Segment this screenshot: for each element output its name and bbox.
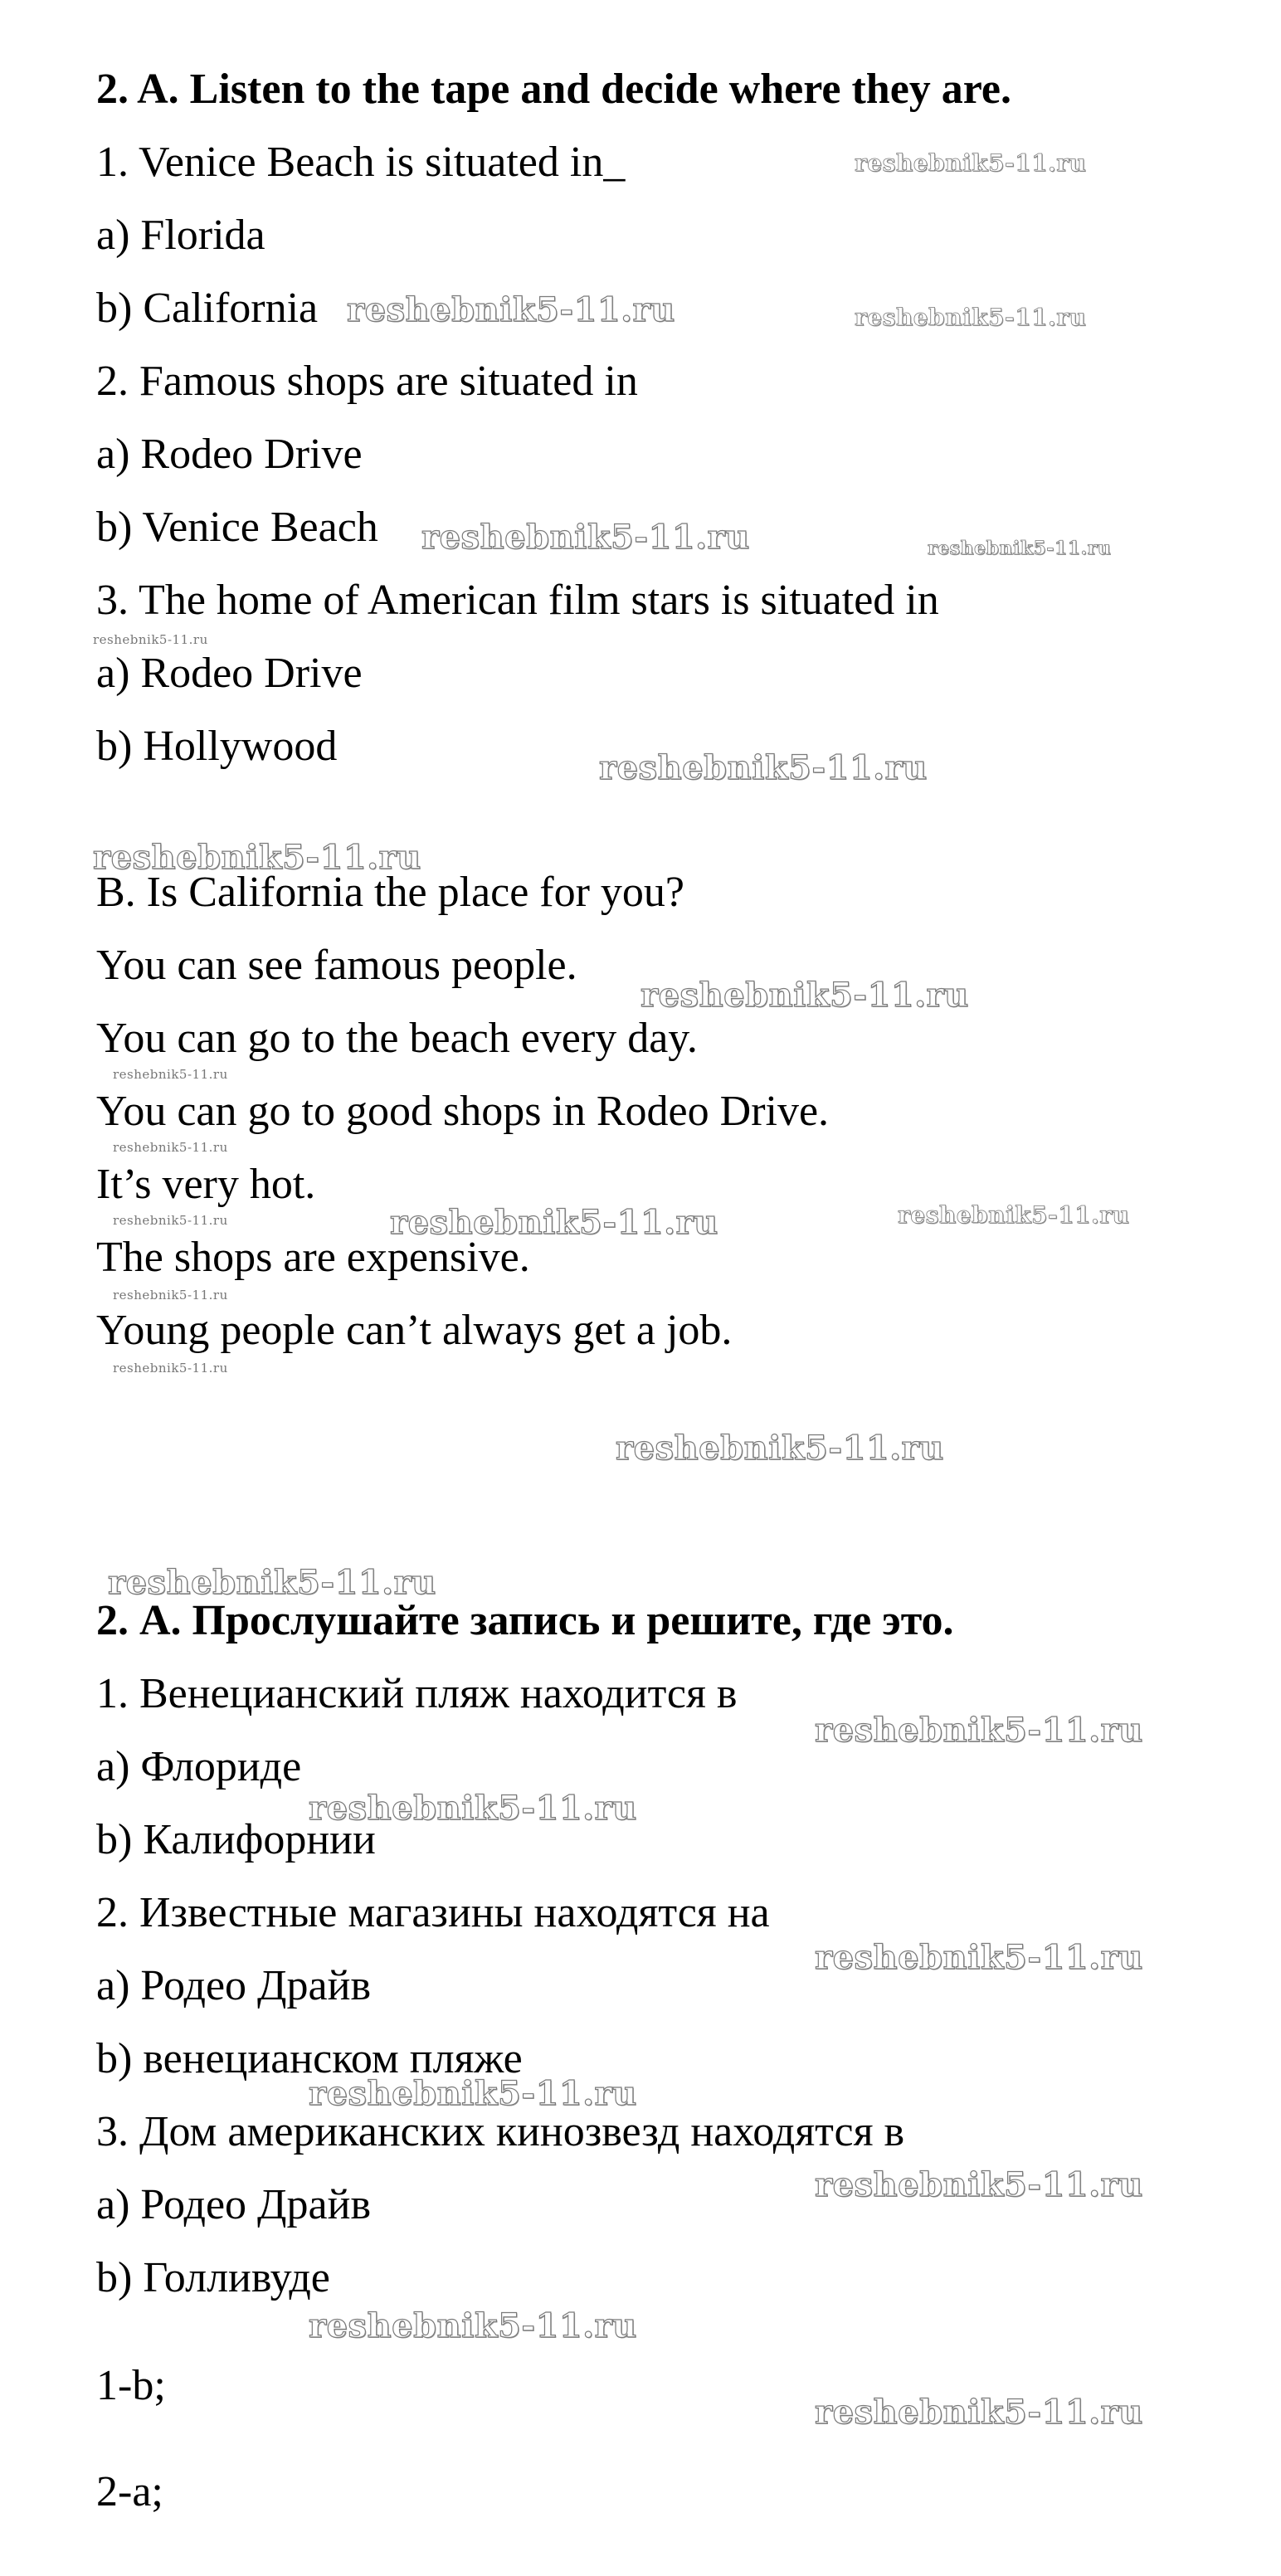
- english-heading: 2. A. Listen to the tape and decide where they are.: [96, 66, 1011, 113]
- question-2-option-a: a) Rodeo Drive: [96, 431, 363, 478]
- ru-question-1-option-a: а) Флориде: [96, 1743, 302, 1790]
- watermark: reshebnik5-11.ru: [309, 2306, 637, 2345]
- watermark: reshebnik5-11.ru: [616, 1429, 944, 1468]
- statement: The shops are expensive.: [96, 1234, 530, 1281]
- question-2: 2. Famous shops are situated in: [96, 358, 638, 405]
- statement: You can go to good shops in Rodeo Drive.: [96, 1088, 830, 1135]
- ru-question-3-option-b: b) Голливуде: [96, 2254, 330, 2301]
- watermark: reshebnik5-11.ru: [93, 632, 208, 647]
- watermark: reshebnik5-11.ru: [309, 2074, 637, 2113]
- question-1-option-a: a) Florida: [96, 212, 265, 259]
- watermark: reshebnik5-11.ru: [898, 1201, 1130, 1229]
- question-3: 3. The home of American film stars is situated in: [96, 577, 939, 624]
- watermark: reshebnik5-11.ru: [93, 838, 421, 877]
- ru-question-2-option-a: а) Родео Драйв: [96, 1962, 371, 2009]
- watermark: reshebnik5-11.ru: [815, 1711, 1143, 1750]
- watermark: reshebnik5-11.ru: [855, 304, 1087, 331]
- ru-question-2-option-b: b) венецианском пляже: [96, 2035, 523, 2082]
- statement: You can go to the beach every day.: [96, 1015, 698, 1062]
- statement: You can see famous people.: [96, 942, 577, 989]
- ru-question-3-option-a: а) Родео Драйв: [96, 2181, 371, 2228]
- statement: It’s very hot.: [96, 1161, 316, 1208]
- watermark: reshebnik5-11.ru: [309, 1789, 637, 1828]
- watermark: reshebnik5-11.ru: [113, 1067, 228, 1082]
- question-3-option-b: b) Hollywood: [96, 723, 338, 770]
- question-1: 1. Venice Beach is situated in_: [96, 139, 626, 186]
- watermark: reshebnik5-11.ru: [113, 1213, 228, 1228]
- part-b-heading: B. Is California the place for you?: [96, 869, 684, 916]
- watermark: reshebnik5-11.ru: [599, 748, 928, 787]
- watermark: reshebnik5-11.ru: [347, 290, 675, 329]
- watermark: reshebnik5-11.ru: [390, 1203, 718, 1242]
- question-3-option-a: a) Rodeo Drive: [96, 650, 363, 697]
- answer: 2-a;: [96, 2468, 163, 2515]
- watermark: reshebnik5-11.ru: [815, 2393, 1143, 2432]
- watermark: reshebnik5-11.ru: [421, 518, 750, 557]
- question-2-option-b: b) Venice Beach: [96, 504, 378, 551]
- ru-question-3: 3. Дом американских кинозвезд находятся в: [96, 2108, 905, 2155]
- watermark: reshebnik5-11.ru: [108, 1563, 436, 1602]
- watermark: reshebnik5-11.ru: [815, 1938, 1143, 1977]
- russian-heading: 2. А. Прослушайте запись и решите, где это.: [96, 1597, 954, 1644]
- ru-question-1-option-b: b) Калифорнии: [96, 1816, 376, 1863]
- watermark: reshebnik5-11.ru: [113, 1361, 228, 1376]
- question-1-option-b: b) California: [96, 285, 319, 332]
- statement: Young people can’t always get a job.: [96, 1307, 733, 1354]
- ru-question-1: 1. Венецианский пляж находится в: [96, 1670, 738, 1717]
- answer: 1-b;: [96, 2362, 166, 2409]
- watermark: reshebnik5-11.ru: [640, 976, 969, 1015]
- watermark: reshebnik5-11.ru: [855, 149, 1087, 177]
- watermark: reshebnik5-11.ru: [928, 538, 1112, 559]
- watermark: reshebnik5-11.ru: [113, 1140, 228, 1155]
- watermark: reshebnik5-11.ru: [113, 1288, 228, 1303]
- watermark: reshebnik5-11.ru: [815, 2165, 1143, 2204]
- ru-question-2: 2. Известные магазины находятся на: [96, 1889, 770, 1936]
